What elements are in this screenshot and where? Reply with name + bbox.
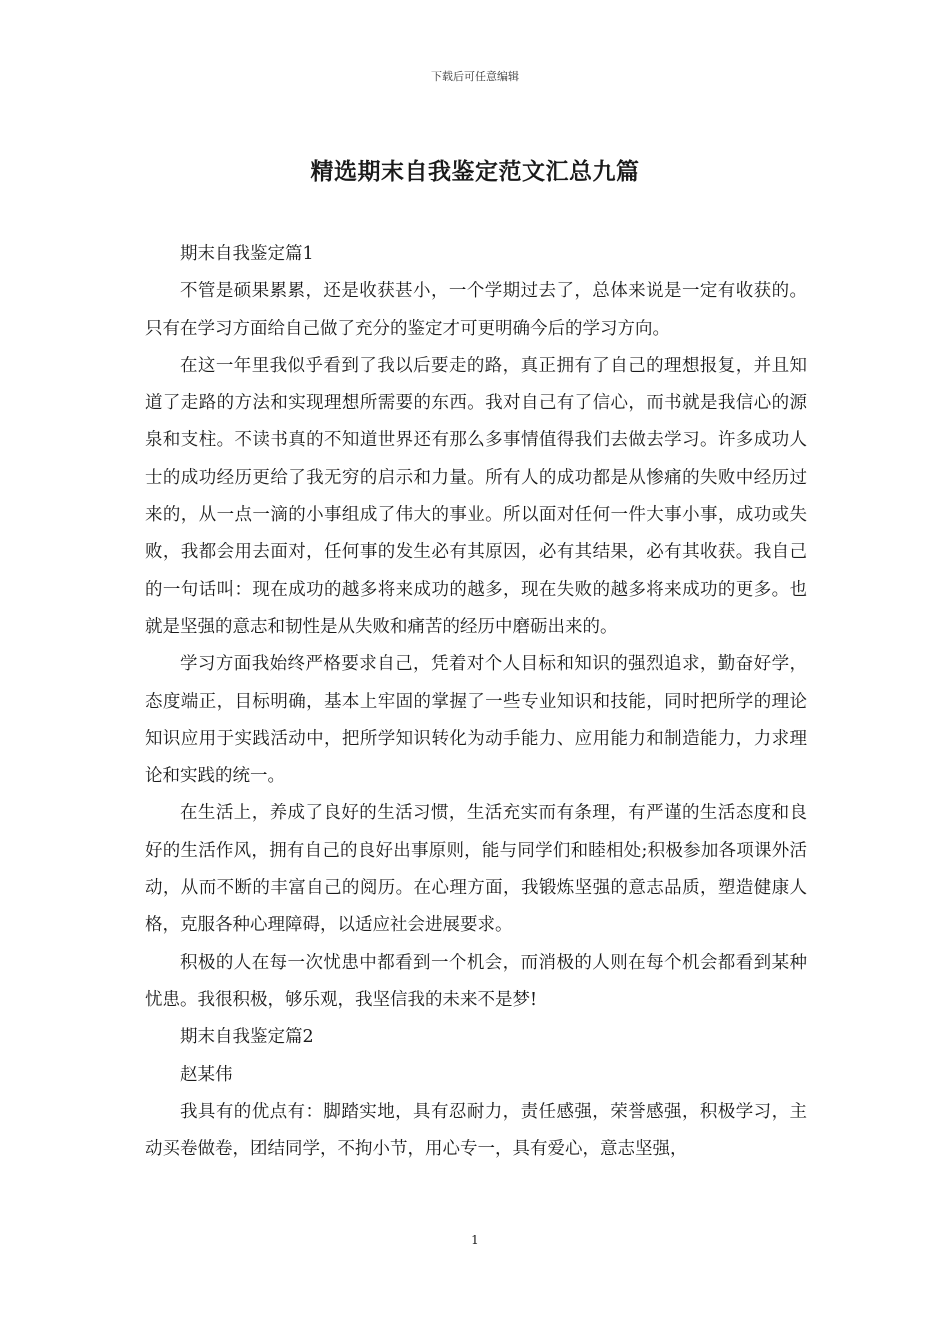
document-body — [145, 236, 807, 1168]
page-number: 1 — [471, 1233, 479, 1247]
paragraph: 学习方面我始终严格要求自己，凭着对个人目标和知识的强烈追求，勤奋好学，态度端正，目标明确，基本上牢固的掌握了一些专业知识和技能，同时把所学的理论知识应用于实践活动中，把所学知识转化为动手能力、应用能力和制造能力，力求理论和实践的统一。 — [145, 654, 807, 787]
paragraph: 不管是硕果累累，还是收获甚小，一个学期过去了，总体来说是一定有收获的。只有在学习方面给自己做了充分的鉴定才可更明确今后的学习方向。 — [145, 281, 807, 339]
paragraph: 积极的人在每一次忧患中都看到一个机会，而消极的人则在每个机会都看到某种忧患。我很积极，够乐观，我坚信我的未来不是梦! — [145, 952, 807, 1010]
author-name: 赵某伟 — [180, 1064, 233, 1085]
section-heading-2: 期末自我鉴定篇2 — [180, 1027, 314, 1048]
paragraph: 我具有的优点有：脚踏实地，具有忍耐力，责任感强，荣誉感强，积极学习，主动买卷做卷，团结同学，不拘小节，用心专一，具有爱心，意志坚强， — [145, 1101, 807, 1160]
document-title: 精选期末自我鉴定范文汇总九篇 — [310, 158, 640, 185]
header-note: 下载后可任意编辑 — [431, 70, 519, 83]
section-heading-1: 期末自我鉴定篇1 — [180, 244, 314, 264]
paragraph: 在这一年里我似乎看到了我以后要走的路，真正拥有了自己的理想报复，并且知道了走路的方法和实现理想所需要的东西。我对自己有了信心，而书就是我信心的源泉和支柱。不读书真的不知道世界还有那么多事情值得我们去做去学习。许多成功人士的成功经历更给了我无穷的启示和力量。所有人的成功都是从惨痛的失败中经历过来的，从一点一滴的小事组成了伟大的事业。所以面对任何一件大事小事，成功或失败，我都会用去面对，任何事的发生必有其原因，必有其结果，必有其收获。我自己的一句话叫：现在成功的越多将来成功的越多，现在失败的越多将来成功的更多。也就是坚强的意志和韧性是从失败和痛苦的经历中磨砺出来的。 — [145, 355, 807, 637]
paragraph: 在生活上，养成了良好的生活习惯，生活充实而有条理，有严谨的生活态度和良好的生活作风，拥有自己的良好出事原则，能与同学们和睦相处;积极参加各项课外活动，从而不断的丰富自己的阅历。在心理方面，我锻炼坚强的意志品质，塑造健康人格，克服各种心理障碍，以适应社会进展要求。 — [145, 803, 807, 936]
